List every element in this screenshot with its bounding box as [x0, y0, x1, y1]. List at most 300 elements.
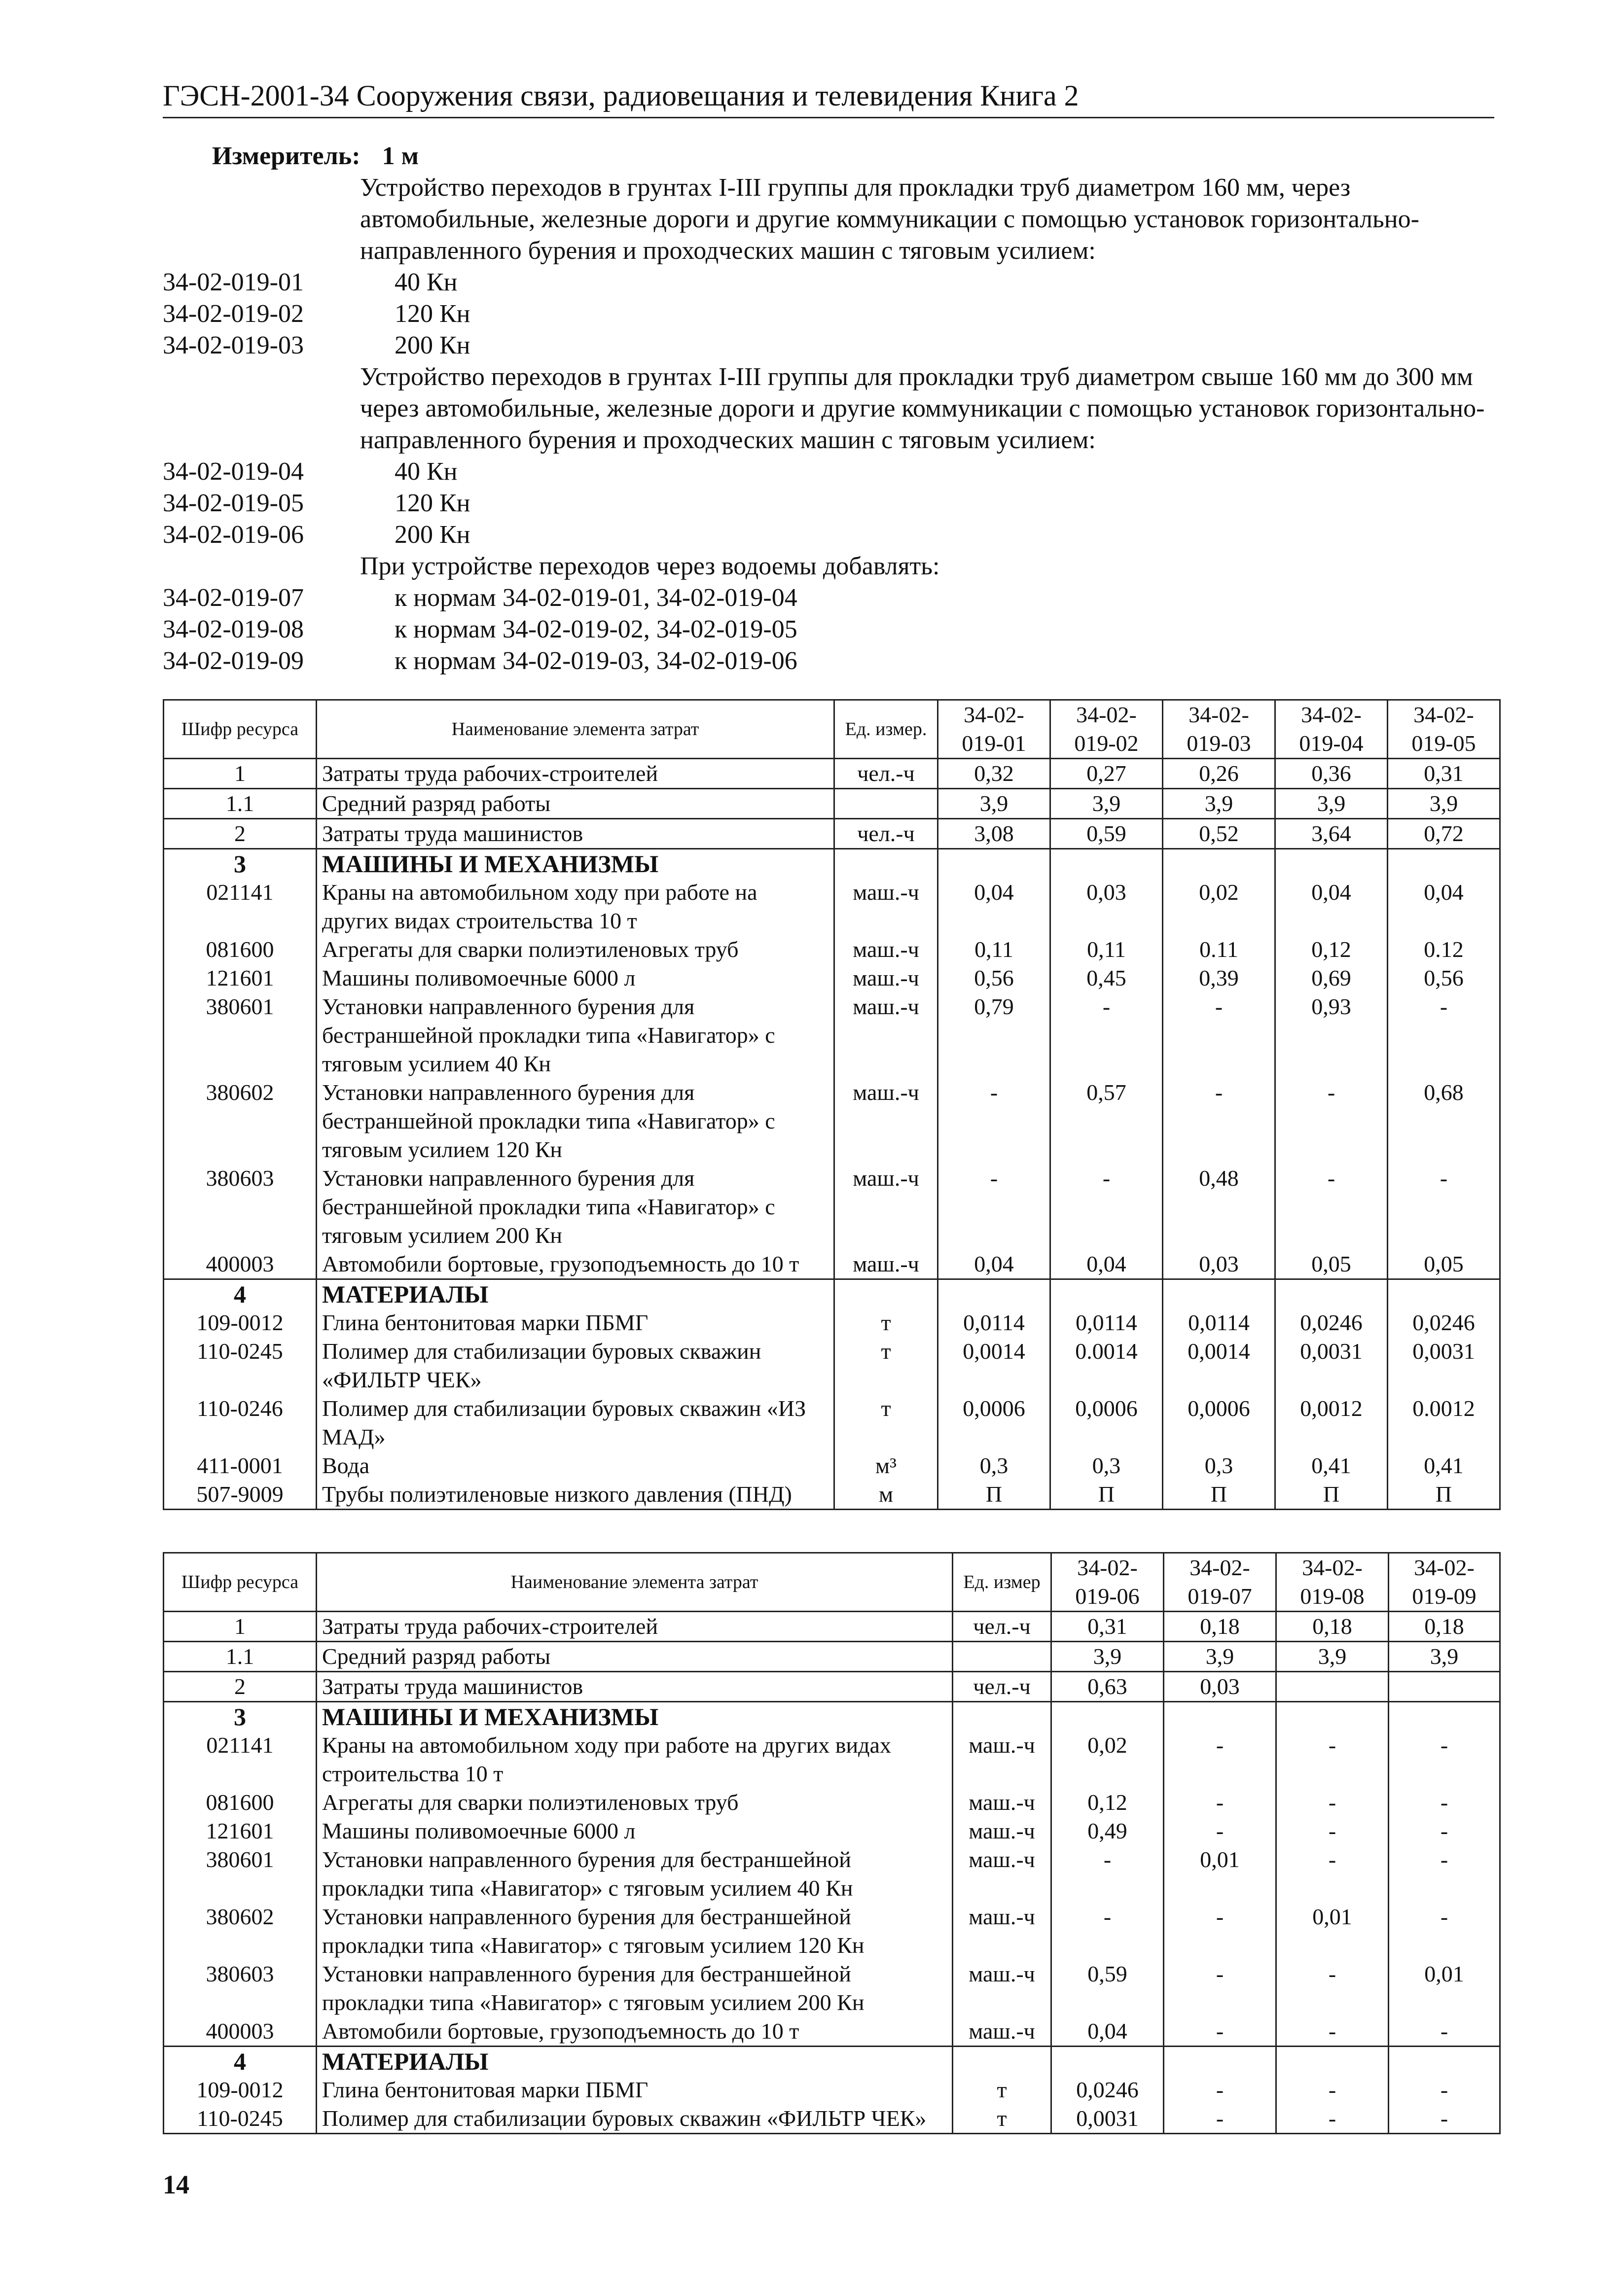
- cell-value: 3,9: [1051, 1642, 1164, 1672]
- cell-value: [1276, 2047, 1389, 2076]
- cell-code: 021141: [164, 1731, 317, 1788]
- cell-name: Полимер для стабилизации буровых скважин «ИЗ МАД»: [317, 1394, 834, 1451]
- cell-value: 0,52: [1163, 819, 1275, 849]
- table-row: [164, 2047, 1500, 2076]
- cell-name: Глина бентонитовая марки ПБМГ: [317, 2076, 953, 2104]
- cell-value: 0,12: [1051, 1788, 1164, 1817]
- cell-value: -: [1276, 2104, 1389, 2134]
- cell-unit: маш.-ч: [834, 992, 938, 1078]
- cell-name: Автомобили бортовые, грузоподъемность до 10 т: [317, 2017, 953, 2047]
- table-row: [164, 1845, 1500, 1903]
- table-row: [164, 992, 1500, 1078]
- cell-value: -: [1276, 1817, 1389, 1845]
- cell-code: 1.1: [164, 1642, 317, 1672]
- cell-value: 3,9: [1389, 1642, 1500, 1672]
- cell-code: 109-0012: [164, 2076, 317, 2104]
- norm-code: 34-02-019-02: [163, 300, 304, 328]
- meter-line: [212, 141, 1509, 172]
- cell-value: [1163, 1279, 1275, 1309]
- table-header-row: [164, 1553, 1500, 1612]
- cell-code: 1: [164, 1612, 317, 1642]
- cell-unit: маш.-ч: [953, 2017, 1051, 2047]
- cell-value: П: [1050, 1480, 1163, 1510]
- cell-value: 0,31: [1051, 1612, 1164, 1642]
- cell-value: [1276, 1702, 1389, 1731]
- norm-code: 34-02-019-05: [163, 489, 304, 517]
- cell-name: Затраты труда рабочих-строителей: [317, 759, 834, 789]
- cell-value: 0,3: [938, 1451, 1050, 1480]
- cell-value: П: [1275, 1480, 1388, 1510]
- cell-value: -: [1276, 2017, 1389, 2047]
- cell-value: П: [938, 1480, 1050, 1510]
- cell-value: 0,72: [1388, 819, 1500, 849]
- cell-unit: т: [834, 1337, 938, 1394]
- norm-code-row: [163, 488, 1509, 519]
- cell-value: -: [1276, 1960, 1389, 2017]
- cell-value: 0.0014: [1050, 1337, 1163, 1394]
- cell-value: 0,57: [1050, 1078, 1163, 1164]
- cell-value: [938, 849, 1050, 879]
- cell-value: 3,9: [938, 789, 1050, 819]
- table-row: [164, 1642, 1500, 1672]
- cell-name: МАШИНЫ И МЕХАНИЗМЫ: [317, 849, 834, 879]
- cell-value: -: [1164, 2104, 1276, 2134]
- cell-value: -: [1164, 1731, 1276, 1788]
- cell-unit: маш.-ч: [953, 1731, 1051, 1788]
- cell-value: -: [938, 1164, 1050, 1250]
- cell-value: [1275, 1279, 1388, 1309]
- cell-code: 411-0001: [164, 1451, 317, 1480]
- cell-value: 0.12: [1388, 935, 1500, 964]
- header-col: 34-02- 019-02: [1050, 700, 1163, 759]
- cell-name: Агрегаты для сварки полиэтиленовых труб: [317, 1788, 953, 1817]
- cell-code: 380603: [164, 1960, 317, 2017]
- norm-variant: 200 Кн: [395, 331, 470, 359]
- table-row: [164, 1960, 1500, 2017]
- norm-variant: 40 Кн: [395, 268, 458, 296]
- cell-value: 0,0012: [1275, 1394, 1388, 1451]
- header-code: Шифр ресурса: [164, 700, 317, 759]
- norm-code: 34-02-019-04: [163, 458, 304, 486]
- table-row: [164, 1337, 1500, 1394]
- group2-description-row: [163, 361, 1509, 456]
- cell-value: 0,02: [1163, 878, 1275, 935]
- page-header: ГЭСН-2001-34 Сооружения связи, радиовещания и телевидения Книга 2: [163, 79, 1494, 118]
- cell-name: Машины поливомоечные 6000 л: [317, 964, 834, 992]
- cell-value: 0,39: [1163, 964, 1275, 992]
- cell-code: 110-0246: [164, 1394, 317, 1451]
- cell-value: 0,04: [938, 878, 1050, 935]
- cell-value: 0,0246: [1275, 1308, 1388, 1337]
- cell-name: Машины поливомоечные 6000 л: [317, 1817, 953, 1845]
- table-row: [164, 1702, 1500, 1731]
- table-row: [164, 1480, 1500, 1510]
- norm-code: 34-02-019-03: [163, 331, 304, 359]
- table-row: [164, 1788, 1500, 1817]
- header-col: 34-02- 019-04: [1275, 700, 1388, 759]
- meter-value: 1 м: [382, 142, 419, 170]
- cell-name: МАТЕРИАЛЫ: [317, 2047, 953, 2076]
- norm-variant: к нормам 34-02-019-02, 34-02-019-05: [395, 615, 797, 643]
- cell-value: 0,18: [1389, 1612, 1500, 1642]
- cell-name: Установки направленного бурения для бестраншейной прокладки типа «Навигатор» с тяговым усилием 200 Кн: [317, 1164, 834, 1250]
- header-code: Шифр ресурса: [164, 1553, 317, 1612]
- cell-unit: т: [834, 1394, 938, 1451]
- cell-code: 380602: [164, 1078, 317, 1164]
- cell-value: 0,0114: [938, 1308, 1050, 1337]
- cell-value: [1276, 1672, 1389, 1702]
- cell-name: Затраты труда машинистов: [317, 1672, 953, 1702]
- cell-code: 1.1: [164, 789, 317, 819]
- cell-value: [1388, 849, 1500, 879]
- cell-name: Автомобили бортовые, грузоподъемность до 10 т: [317, 1250, 834, 1279]
- cell-value: 0,01: [1389, 1960, 1500, 2017]
- cell-value: -: [1276, 1788, 1389, 1817]
- table-row: [164, 1250, 1500, 1279]
- cell-value: 3,08: [938, 819, 1050, 849]
- cell-name: Вода: [317, 1451, 834, 1480]
- cell-name: Затраты труда машинистов: [317, 819, 834, 849]
- cell-value: 0,26: [1163, 759, 1275, 789]
- header-unit: Ед. измер: [953, 1553, 1051, 1612]
- cell-value: -: [1163, 1078, 1275, 1164]
- cell-value: 0,0246: [1388, 1308, 1500, 1337]
- cell-code: 021141: [164, 878, 317, 935]
- cell-value: 0,04: [1275, 878, 1388, 935]
- header-col: 34-02- 019-07: [1164, 1553, 1276, 1612]
- cell-value: -: [1276, 1845, 1389, 1903]
- cell-value: -: [1276, 1731, 1389, 1788]
- cell-value: 0,63: [1051, 1672, 1164, 1702]
- cell-code: 2: [164, 1672, 317, 1702]
- group1-description: Устройство переходов в грунтах I-III группы для прокладки труб диаметром 160 мм, через автомобильные, железные дороги и другие коммуникации с помощью установок горизонтально-направленного бурения и проходческих машин с тяговым усилием:: [360, 174, 1419, 265]
- cell-value: -: [1164, 2017, 1276, 2047]
- cell-code: 380601: [164, 1845, 317, 1903]
- cell-value: [1389, 2047, 1500, 2076]
- cell-value: 0,0114: [1050, 1308, 1163, 1337]
- table-row: [164, 1308, 1500, 1337]
- cell-unit: маш.-ч: [834, 878, 938, 935]
- cell-unit: чел.-ч: [834, 819, 938, 849]
- group1-list: [163, 267, 1509, 361]
- cell-value: 0,0006: [1050, 1394, 1163, 1451]
- table-row: [164, 1451, 1500, 1480]
- cell-code: 380602: [164, 1903, 317, 1960]
- cell-unit: [834, 1279, 938, 1309]
- cell-unit: маш.-ч: [834, 1164, 938, 1250]
- cell-unit: т: [834, 1308, 938, 1337]
- cell-value: 0,0014: [1163, 1337, 1275, 1394]
- norm-code: 34-02-019-07: [163, 584, 304, 612]
- table-row: [164, 849, 1500, 879]
- cell-value: 0,56: [1388, 964, 1500, 992]
- cell-value: 3,9: [1163, 789, 1275, 819]
- cell-code: 121601: [164, 964, 317, 992]
- cell-value: 0,18: [1164, 1612, 1276, 1642]
- table-row: [164, 1731, 1500, 1788]
- cell-unit: м³: [834, 1451, 938, 1480]
- cell-value: 0,0246: [1051, 2076, 1164, 2104]
- resource-table-2: [163, 1552, 1501, 2134]
- cell-unit: [953, 1702, 1051, 1731]
- cell-code: 4: [164, 2047, 317, 2076]
- cell-value: 0,41: [1388, 1451, 1500, 1480]
- cell-value: 3,64: [1275, 819, 1388, 849]
- cell-name: Агрегаты для сварки полиэтиленовых труб: [317, 935, 834, 964]
- cell-value: -: [1164, 1903, 1276, 1960]
- cell-name: Глина бентонитовая марки ПБМГ: [317, 1308, 834, 1337]
- cell-value: -: [1276, 2076, 1389, 2104]
- norm-variant: 120 Кн: [395, 300, 470, 328]
- group2-description: Устройство переходов в грунтах I-III группы для прокладки труб диаметром свыше 160 мм до 300 мм через автомобильные, железные дороги и другие коммуникации с помощью установок горизонтально-направленного бурения и проходческих машин с тяговым усилием:: [360, 363, 1485, 454]
- cell-value: 0,68: [1388, 1078, 1500, 1164]
- cell-value: 0,3: [1163, 1451, 1275, 1480]
- cell-unit: маш.-ч: [953, 1788, 1051, 1817]
- cell-unit: маш.-ч: [834, 935, 938, 964]
- cell-name: МАТЕРИАЛЫ: [317, 1279, 834, 1309]
- norm-variant: к нормам 34-02-019-03, 34-02-019-06: [395, 647, 797, 675]
- page-number: 14: [163, 2170, 189, 2199]
- cell-value: [1389, 1672, 1500, 1702]
- norm-variant: к нормам 34-02-019-01, 34-02-019-04: [395, 584, 797, 612]
- cell-code: 4: [164, 1279, 317, 1309]
- cell-value: 0,05: [1275, 1250, 1388, 1279]
- cell-value: 0,04: [1050, 1250, 1163, 1279]
- cell-value: 0,11: [1050, 935, 1163, 964]
- cell-value: 0,59: [1050, 819, 1163, 849]
- norm-code-row: [163, 330, 1509, 361]
- cell-unit: чел.-ч: [834, 759, 938, 789]
- norm-code-row: [163, 298, 1509, 330]
- table-row: [164, 1903, 1500, 1960]
- cell-value: 0,01: [1164, 1845, 1276, 1903]
- cell-value: [1051, 2047, 1164, 2076]
- cell-value: 3,9: [1276, 1642, 1389, 1672]
- cell-code: 110-0245: [164, 1337, 317, 1394]
- cell-unit: [834, 789, 938, 819]
- norm-code-row: [163, 519, 1509, 551]
- cell-value: -: [1050, 1164, 1163, 1250]
- header-name: Наименование элемента затрат: [317, 1553, 953, 1612]
- cell-value: [1050, 1279, 1163, 1309]
- group3-list: [163, 582, 1509, 677]
- cell-unit: маш.-ч: [953, 1960, 1051, 2017]
- norm-code-row: [163, 456, 1509, 488]
- group3-description: При устройстве переходов через водоемы добавлять:: [360, 552, 940, 580]
- table-row: [164, 2104, 1500, 2134]
- header-col: 34-02- 019-09: [1389, 1553, 1500, 1612]
- header-col: 34-02- 019-05: [1388, 700, 1500, 759]
- table-row: [164, 1279, 1500, 1309]
- cell-value: 0,79: [938, 992, 1050, 1078]
- norm-description: [163, 141, 1509, 677]
- norm-code-row: [163, 267, 1509, 298]
- cell-value: 0,69: [1275, 964, 1388, 992]
- table-row: [164, 1394, 1500, 1451]
- cell-code: 507-9009: [164, 1480, 317, 1510]
- cell-value: П: [1163, 1480, 1275, 1510]
- cell-value: -: [1389, 1817, 1500, 1845]
- table-row: [164, 819, 1500, 849]
- cell-name: Средний разряд работы: [317, 1642, 953, 1672]
- cell-value: [1050, 849, 1163, 879]
- cell-value: 0,3: [1050, 1451, 1163, 1480]
- table-row: [164, 935, 1500, 964]
- cell-value: 0,0114: [1163, 1308, 1275, 1337]
- cell-value: 0,93: [1275, 992, 1388, 1078]
- cell-unit: маш.-ч: [834, 1250, 938, 1279]
- cell-code: 081600: [164, 1788, 317, 1817]
- table-row: [164, 1078, 1500, 1164]
- cell-value: -: [1388, 992, 1500, 1078]
- group1-description-row: [163, 172, 1509, 267]
- cell-code: 109-0012: [164, 1308, 317, 1337]
- cell-value: 0,56: [938, 964, 1050, 992]
- cell-name: Установки направленного бурения для бестраншейной прокладки типа «Навигатор» с тяговым усилием 40 Кн: [317, 1845, 953, 1903]
- cell-value: 0,02: [1051, 1731, 1164, 1788]
- cell-unit: т: [953, 2104, 1051, 2134]
- cell-value: -: [1164, 2076, 1276, 2104]
- table-row: [164, 789, 1500, 819]
- header-col: 34-02- 019-06: [1051, 1553, 1164, 1612]
- cell-value: -: [1164, 1788, 1276, 1817]
- norm-variant: 200 Кн: [395, 521, 470, 549]
- cell-name: Средний разряд работы: [317, 789, 834, 819]
- group3-description-row: [163, 551, 1509, 582]
- cell-value: 0,01: [1276, 1903, 1389, 1960]
- norm-code: 34-02-019-01: [163, 268, 304, 296]
- table-row: [164, 964, 1500, 992]
- cell-unit: [834, 849, 938, 879]
- cell-value: -: [1389, 1731, 1500, 1788]
- cell-code: 380603: [164, 1164, 317, 1250]
- table-row: [164, 1672, 1500, 1702]
- norm-variant: 40 Кн: [395, 458, 458, 486]
- norm-code: 34-02-019-08: [163, 615, 304, 643]
- cell-value: -: [1389, 1788, 1500, 1817]
- cell-value: 0,0031: [1388, 1337, 1500, 1394]
- cell-unit: маш.-ч: [953, 1903, 1051, 1960]
- cell-code: 121601: [164, 1817, 317, 1845]
- cell-unit: маш.-ч: [953, 1845, 1051, 1903]
- header-col: 34-02- 019-01: [938, 700, 1050, 759]
- cell-value: 3,9: [1275, 789, 1388, 819]
- cell-name: МАШИНЫ И МЕХАНИЗМЫ: [317, 1702, 953, 1731]
- cell-unit: т: [953, 2076, 1051, 2104]
- cell-value: -: [1388, 1164, 1500, 1250]
- cell-value: 0,32: [938, 759, 1050, 789]
- meter-label: Измеритель:: [212, 142, 360, 170]
- cell-code: 1: [164, 759, 317, 789]
- cell-value: 0,05: [1388, 1250, 1500, 1279]
- cell-value: 0,18: [1276, 1612, 1389, 1642]
- cell-value: 0,0031: [1275, 1337, 1388, 1394]
- cell-value: 0,04: [1388, 878, 1500, 935]
- cell-value: 0,03: [1164, 1672, 1276, 1702]
- resource-table-1: [163, 699, 1501, 1510]
- cell-value: -: [1275, 1078, 1388, 1164]
- cell-value: [1164, 1702, 1276, 1731]
- cell-value: 3,9: [1164, 1642, 1276, 1672]
- cell-value: -: [1051, 1903, 1164, 1960]
- cell-value: 0,59: [1051, 1960, 1164, 2017]
- cell-value: [1389, 1702, 1500, 1731]
- cell-value: 0,12: [1275, 935, 1388, 964]
- cell-value: 0,49: [1051, 1817, 1164, 1845]
- cell-value: -: [1389, 2076, 1500, 2104]
- cell-value: -: [1389, 1903, 1500, 1960]
- cell-value: 0,27: [1050, 759, 1163, 789]
- header-col: 34-02- 019-03: [1163, 700, 1275, 759]
- table-row: [164, 2076, 1500, 2104]
- cell-value: -: [1050, 992, 1163, 1078]
- norm-code: 34-02-019-09: [163, 647, 304, 675]
- cell-name: Установки направленного бурения для бестраншейной прокладки типа «Навигатор» с тяговым усилием 200 Кн: [317, 1960, 953, 2017]
- cell-value: 0.11: [1163, 935, 1275, 964]
- cell-value: 3,9: [1050, 789, 1163, 819]
- cell-unit: маш.-ч: [834, 964, 938, 992]
- cell-value: 3,9: [1388, 789, 1500, 819]
- cell-value: -: [1164, 1817, 1276, 1845]
- cell-unit: [953, 1642, 1051, 1672]
- cell-name: Трубы полиэтиленовые низкого давления (ПНД): [317, 1480, 834, 1510]
- header-unit: Ед. измер.: [834, 700, 938, 759]
- cell-name: Установки направленного бурения для бестраншейной прокладки типа «Навигатор» с тяговым усилием 120 Кн: [317, 1078, 834, 1164]
- table-header-row: [164, 700, 1500, 759]
- cell-value: 0,0006: [1163, 1394, 1275, 1451]
- cell-value: 0,11: [938, 935, 1050, 964]
- cell-value: [1163, 849, 1275, 879]
- cell-code: 400003: [164, 1250, 317, 1279]
- cell-value: П: [1388, 1480, 1500, 1510]
- cell-unit: м: [834, 1480, 938, 1510]
- cell-value: 0,48: [1163, 1164, 1275, 1250]
- table-row: [164, 2017, 1500, 2047]
- norm-code-row: [163, 614, 1509, 645]
- table-row: [164, 878, 1500, 935]
- group2-list: [163, 456, 1509, 551]
- table-row: [164, 759, 1500, 789]
- cell-code: 3: [164, 1702, 317, 1731]
- cell-code: 400003: [164, 2017, 317, 2047]
- table-row: [164, 1817, 1500, 1845]
- cell-value: 0.0012: [1388, 1394, 1500, 1451]
- cell-value: [1164, 2047, 1276, 2076]
- cell-name: Установки направленного бурения для бестраншейной прокладки типа «Навигатор» с тяговым усилием 120 Кн: [317, 1903, 953, 1960]
- cell-value: -: [1275, 1164, 1388, 1250]
- cell-unit: чел.-ч: [953, 1612, 1051, 1642]
- header-name: Наименование элемента затрат: [317, 700, 834, 759]
- cell-name: Полимер для стабилизации буровых скважин «ФИЛЬТР ЧЕК»: [317, 1337, 834, 1394]
- cell-value: [1388, 1279, 1500, 1309]
- cell-value: [1051, 1702, 1164, 1731]
- header-col: 34-02- 019-08: [1276, 1553, 1389, 1612]
- cell-code: 2: [164, 819, 317, 849]
- norm-variant: 120 Кн: [395, 489, 470, 517]
- cell-name: Установки направленного бурения для бестраншейной прокладки типа «Навигатор» с тяговым усилием 40 Кн: [317, 992, 834, 1078]
- cell-code: 3: [164, 849, 317, 879]
- cell-value: -: [1389, 1845, 1500, 1903]
- cell-value: 0,45: [1050, 964, 1163, 992]
- cell-value: 0,04: [938, 1250, 1050, 1279]
- cell-value: 0,03: [1050, 878, 1163, 935]
- cell-name: Краны на автомобильном ходу при работе на других видах строительства 10 т: [317, 1731, 953, 1788]
- cell-value: -: [1051, 1845, 1164, 1903]
- table-row: [164, 1612, 1500, 1642]
- norm-code-row: [163, 645, 1509, 677]
- table-row: [164, 1164, 1500, 1250]
- cell-code: 380601: [164, 992, 317, 1078]
